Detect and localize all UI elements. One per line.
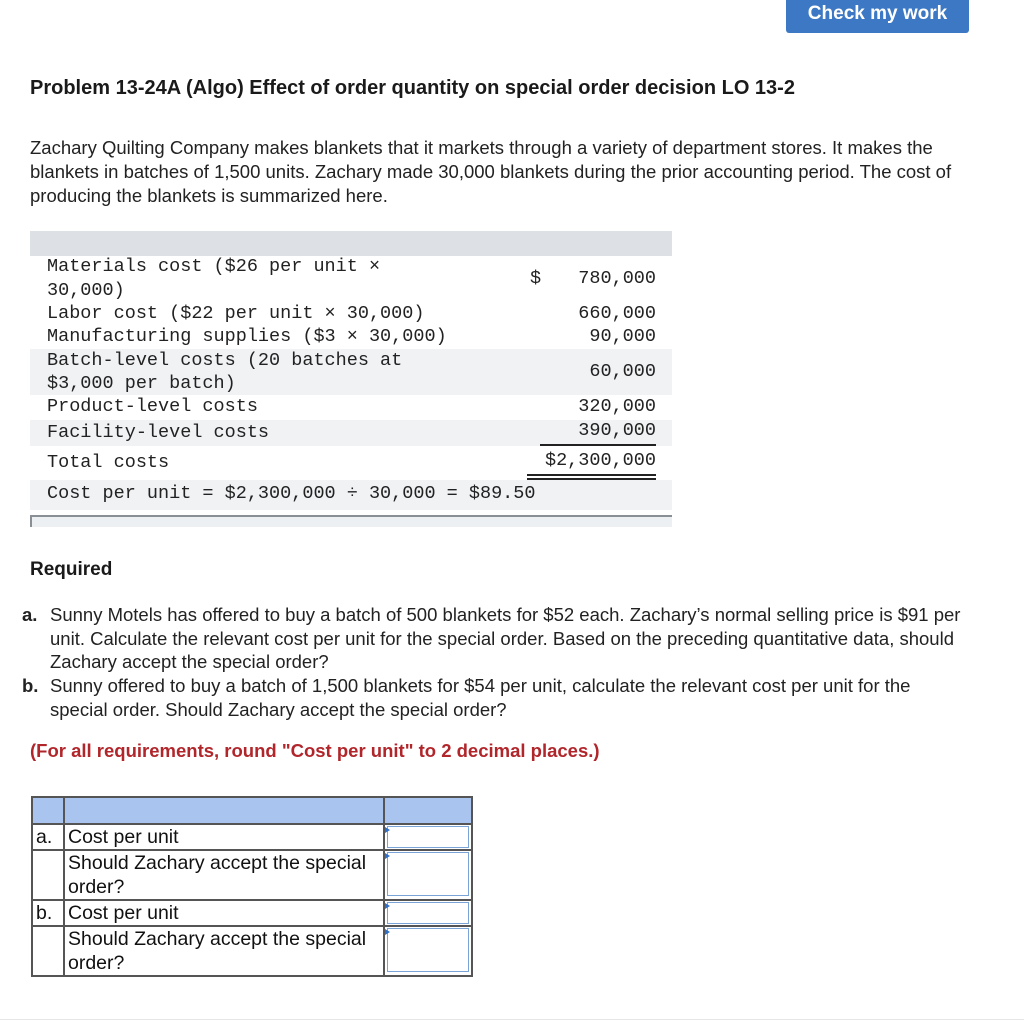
- input-flag-icon: [385, 827, 390, 833]
- cost-row-value: 780,000: [578, 268, 656, 289]
- cost-row-label: Materials cost ($26 per unit ×: [47, 256, 381, 277]
- cost-per-unit-a-input[interactable]: [387, 826, 469, 848]
- accept-order-b-input[interactable]: [387, 928, 469, 972]
- currency-symbol: $: [530, 268, 542, 289]
- input-flag-icon: [385, 853, 390, 859]
- cost-per-unit-line: Cost per unit = $2,300,000 ÷ 30,000 = $89.50: [47, 483, 536, 504]
- total-double-underline: [527, 478, 656, 480]
- answer-cell: [384, 850, 472, 900]
- problem-intro: Zachary Quilting Company makes blankets that it markets through a variety of department stores. It makes the blankets in batches of 1,500 units. Zachary made 30,000 blankets during the prior accounting period. The cost of producing the blankets is summarized here.: [30, 137, 952, 206]
- answer-cell: [384, 926, 472, 976]
- row-letter: a.: [32, 824, 64, 850]
- row-letter: [32, 926, 64, 976]
- page-bottom-divider: [0, 1019, 1024, 1020]
- problem-title: Problem 13-24A (Algo) Effect of order quantity on special order decision LO 13-2: [30, 77, 795, 99]
- answer-table-header: [32, 797, 472, 824]
- subtotal-underline: [540, 444, 656, 446]
- row-label: Should Zachary accept the special order?: [64, 926, 384, 976]
- cost-per-unit-b-input[interactable]: [387, 902, 469, 924]
- cost-row-value: 90,000: [589, 326, 656, 347]
- answer-cell: [384, 824, 472, 850]
- cost-row-label: Batch-level costs (20 batches at: [47, 350, 403, 371]
- cost-row-label: Manufacturing supplies ($3 × 30,000): [47, 326, 447, 347]
- header-cell: [384, 797, 472, 824]
- answer-row: [32, 850, 472, 900]
- cost-row-label: Product-level costs: [47, 396, 258, 417]
- cost-row-value: 660,000: [578, 303, 656, 324]
- cost-row-value: 390,000: [578, 420, 656, 441]
- header-cell: [32, 797, 64, 824]
- cost-row-label: 30,000): [47, 280, 125, 301]
- total-double-underline: [527, 474, 656, 476]
- answer-row: [32, 824, 472, 850]
- cost-row-label: $3,000 per batch): [47, 373, 236, 394]
- answer-table: [31, 796, 473, 977]
- cost-row-value: 320,000: [578, 396, 656, 417]
- input-flag-icon: [385, 903, 390, 909]
- answer-row: [32, 926, 472, 976]
- row-label: Cost per unit: [64, 824, 384, 850]
- cost-row-label: Facility-level costs: [47, 422, 270, 443]
- cost-table-header: [30, 231, 672, 256]
- row-label: Should Zachary accept the special order?: [64, 850, 384, 900]
- required-heading: Required: [30, 559, 113, 580]
- check-my-work-button[interactable]: Check my work: [786, 0, 969, 33]
- total-value: $2,300,000: [544, 450, 656, 471]
- requirement-label: b.: [22, 675, 39, 696]
- row-letter: [32, 850, 64, 900]
- answer-row: [32, 900, 472, 926]
- row-letter: b.: [32, 900, 64, 926]
- cost-table-footer: [30, 515, 672, 527]
- total-label: Total costs: [47, 452, 170, 473]
- row-label: Cost per unit: [64, 900, 384, 926]
- answer-cell: [384, 900, 472, 926]
- accept-order-a-input[interactable]: [387, 852, 469, 896]
- requirement-label: a.: [22, 604, 38, 625]
- header-cell: [64, 797, 384, 824]
- cost-row-value: 60,000: [589, 361, 656, 382]
- requirement-text: Sunny offered to buy a batch of 1,500 blankets for $54 per unit, calculate the relevant cost per unit for the special order. Should Zachary accept the special order?: [50, 675, 911, 720]
- input-flag-icon: [385, 929, 390, 935]
- rounding-note: (For all requirements, round "Cost per unit" to 2 decimal places.): [30, 740, 600, 761]
- cost-row-label: Labor cost ($22 per unit × 30,000): [47, 303, 425, 324]
- requirement-text: Sunny Motels has offered to buy a batch of 500 blankets for $52 each. Zachary’s normal selling price is $91 per unit. Calculate the relevant cost per unit for the special order. Based on the preceding quantitative data, should Zachary accept the special order?: [50, 604, 961, 672]
